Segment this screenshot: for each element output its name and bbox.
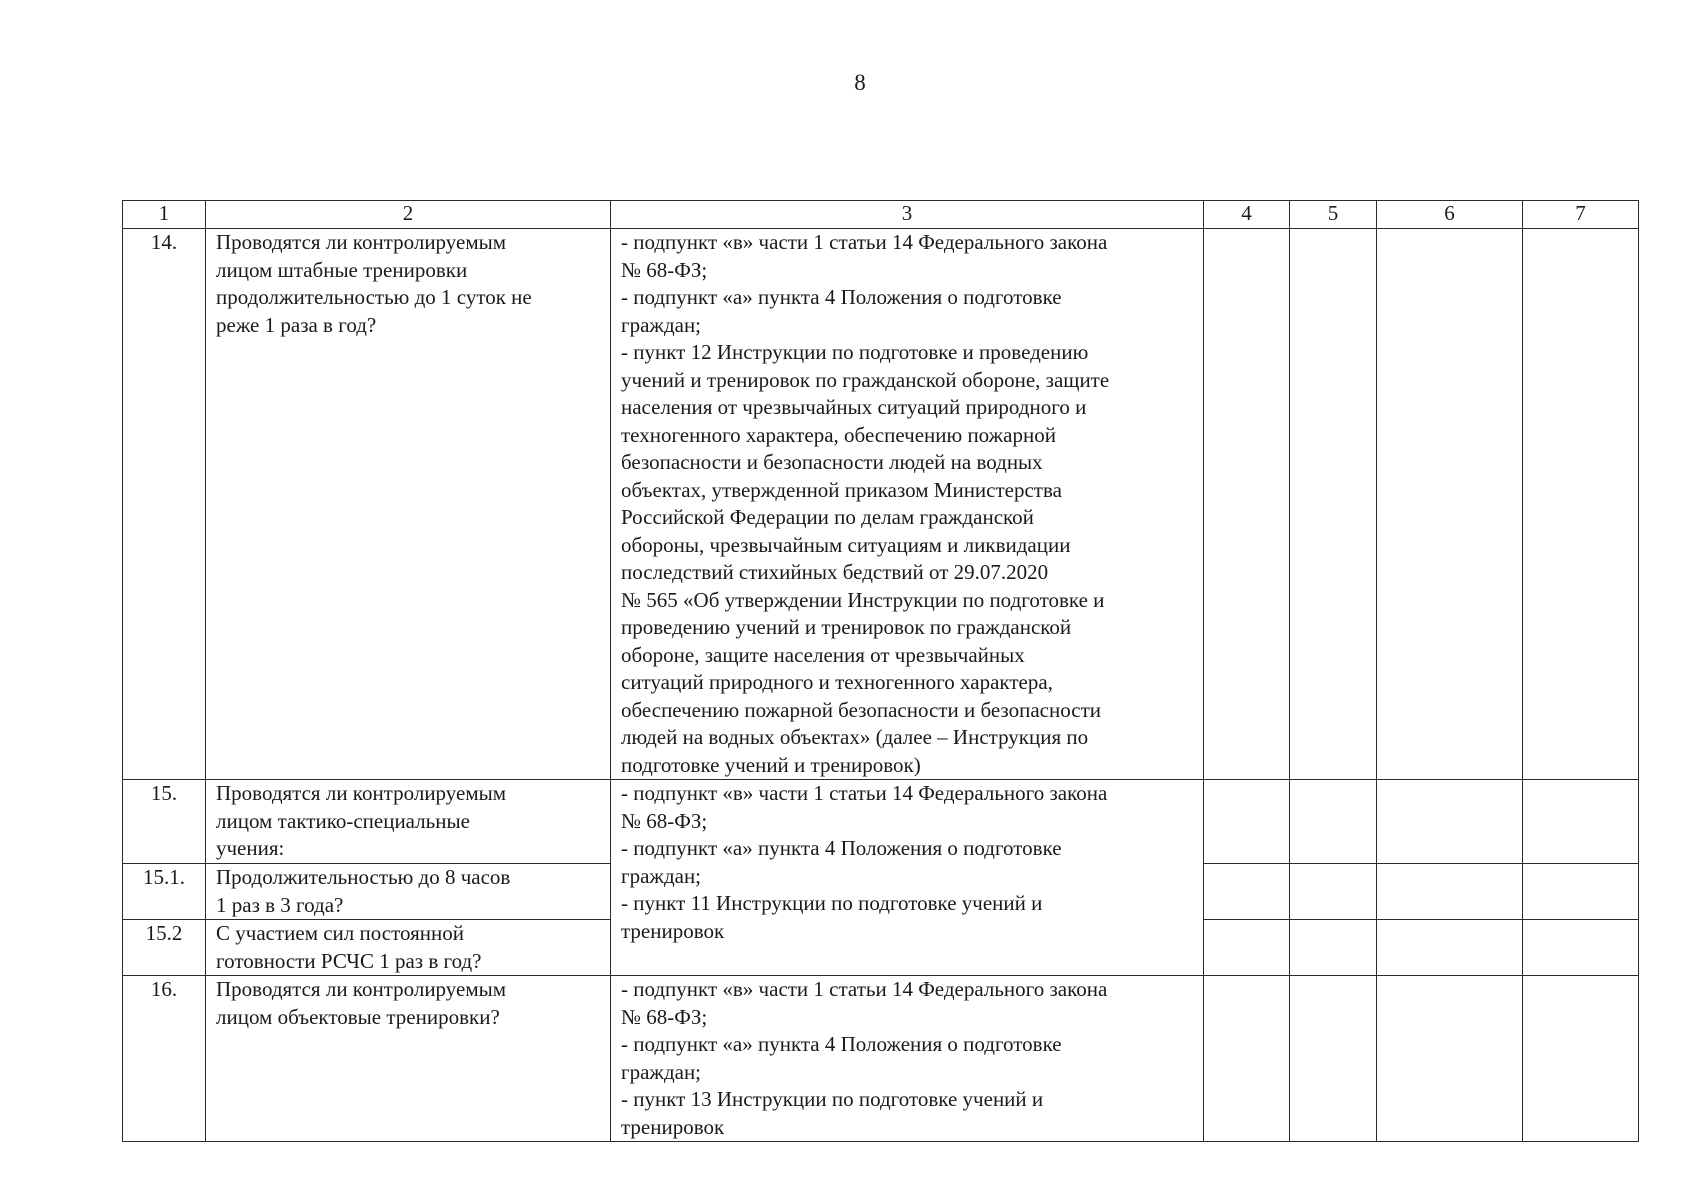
answer-cell xyxy=(1204,780,1290,864)
answer-cell xyxy=(1290,864,1377,920)
row-number: 16. xyxy=(123,976,206,1142)
question-cell: Проводятся ли контролируемым лицом тактико-специальные учения: xyxy=(206,780,611,864)
answer-cell xyxy=(1290,920,1377,976)
column-header: 7 xyxy=(1523,201,1639,229)
question-cell: Проводятся ли контролируемым лицом штабные тренировки продолжительностью до 1 суток не реже 1 раза в год? xyxy=(206,229,611,780)
row-number: 15.1. xyxy=(123,864,206,920)
column-header: 3 xyxy=(611,201,1204,229)
answer-cell xyxy=(1377,864,1523,920)
question-cell: С участием сил постоянной готовности РСЧС 1 раз в год? xyxy=(206,920,611,976)
answer-cell xyxy=(1290,780,1377,864)
answer-cell xyxy=(1523,976,1639,1142)
page-number: 8 xyxy=(854,70,866,95)
table-row xyxy=(123,976,1639,1142)
answer-cell xyxy=(1290,229,1377,780)
checklist-table xyxy=(122,200,1639,1142)
table-row xyxy=(123,229,1639,780)
question-cell: Проводятся ли контролируемым лицом объектовые тренировки? xyxy=(206,976,611,1142)
answer-cell xyxy=(1523,229,1639,780)
table-row xyxy=(123,780,1639,864)
table-header-row xyxy=(123,201,1639,229)
answer-cell xyxy=(1377,976,1523,1142)
question-cell: Продолжительностью до 8 часов 1 раз в 3 года? xyxy=(206,864,611,920)
answer-cell xyxy=(1204,864,1290,920)
answer-cell xyxy=(1204,976,1290,1142)
column-header: 1 xyxy=(123,201,206,229)
column-header: 2 xyxy=(206,201,611,229)
legal-basis-cell: - подпункт «в» части 1 статьи 14 Федерального закона № 68-ФЗ; - подпункт «а» пункта 4 Положения о подготовке граждан; - пункт 13 Инструкции по подготовке учений и тренировок xyxy=(611,976,1204,1142)
answer-cell xyxy=(1204,920,1290,976)
legal-basis-cell: - подпункт «в» части 1 статьи 14 Федерального закона № 68-ФЗ; - подпункт «а» пункта 4 Положения о подготовке граждан; - пункт 12 Инструкции по подготовке и проведению учений и тренировок по гражданской обороне, защите населения от чрезвычайных ситуаций природного и техногенного характера, обеспечению пожарной безопасности и безопасности людей на водных объектах, утвержденной приказом Министерства Российской Федерации по делам гражданской обороны, чрезвычайным ситуациям и ликвидации последствий стихийных бедствий от 29.07.2020 № 565 «Об утверждении Инструкции по подготовке и проведению учений и тренировок по гражданской обороне, защите населения от чрезвычайных ситуаций природного и техногенного характера, обеспечению пожарной безопасности и безопасности людей на водных объектах» (далее – Инструкция по подготовке учений и тренировок) xyxy=(611,229,1204,780)
row-number: 15. xyxy=(123,780,206,864)
answer-cell xyxy=(1290,976,1377,1142)
column-header: 4 xyxy=(1204,201,1290,229)
answer-cell xyxy=(1204,229,1290,780)
column-header: 5 xyxy=(1290,201,1377,229)
answer-cell xyxy=(1377,780,1523,864)
column-header: 6 xyxy=(1377,201,1523,229)
answer-cell xyxy=(1523,864,1639,920)
legal-basis-cell: - подпункт «в» части 1 статьи 14 Федерального закона № 68-ФЗ; - подпункт «а» пункта 4 Положения о подготовке граждан; - пункт 11 Инструкции по подготовке учений и тренировок xyxy=(611,780,1204,976)
answer-cell xyxy=(1377,229,1523,780)
answer-cell xyxy=(1523,920,1639,976)
row-number: 15.2 xyxy=(123,920,206,976)
answer-cell xyxy=(1377,920,1523,976)
answer-cell xyxy=(1523,780,1639,864)
row-number: 14. xyxy=(123,229,206,780)
